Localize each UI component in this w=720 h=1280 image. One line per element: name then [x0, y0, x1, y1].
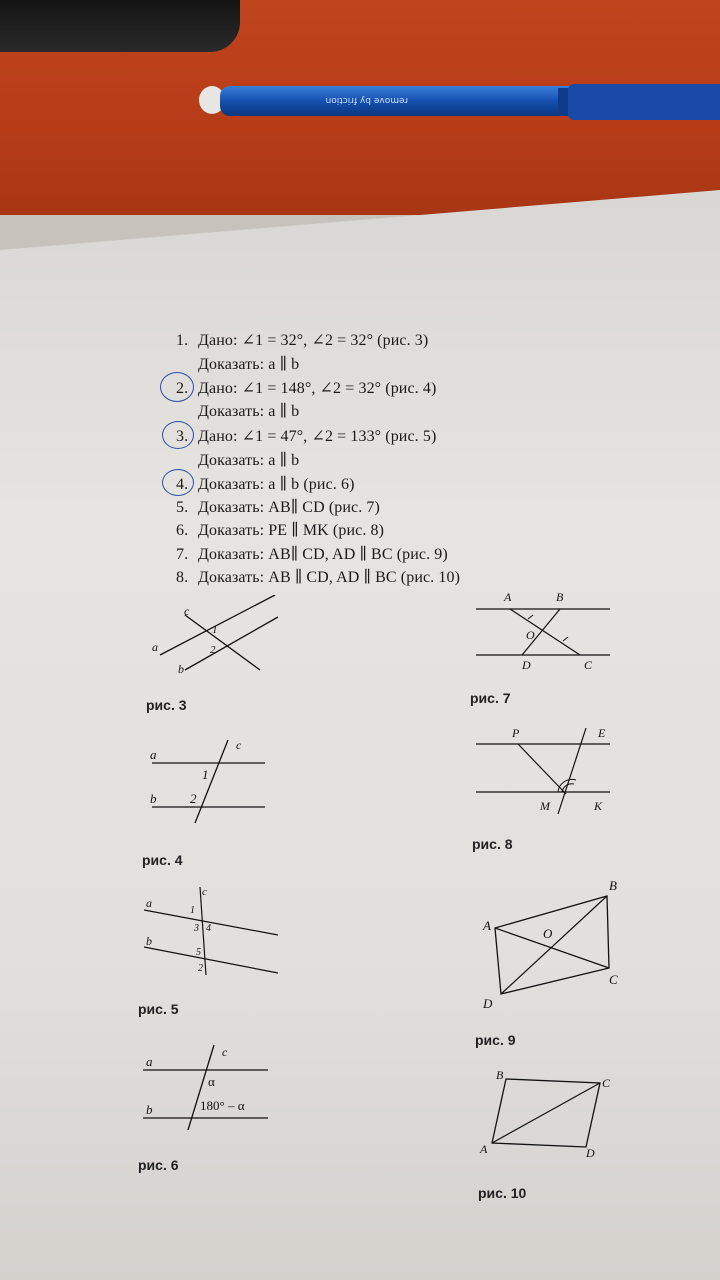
- problem-1-prove: Доказать: a ∥ b: [198, 356, 300, 373]
- svg-text:1: 1: [202, 767, 209, 782]
- pen-circle-3: [162, 421, 194, 449]
- pen-circle-4: [162, 469, 194, 496]
- svg-text:P: P: [512, 726, 520, 740]
- problem-5: 5. Доказать: AB∥ CD (рис. 7): [176, 499, 380, 516]
- svg-text:a: a: [146, 1054, 153, 1069]
- svg-text:M: M: [540, 799, 550, 813]
- pen-circle-2: [160, 372, 194, 402]
- laptop-corner: [0, 0, 240, 52]
- figure-10: [478, 1065, 618, 1165]
- svg-text:K: K: [594, 799, 603, 813]
- svg-text:a: a: [146, 896, 152, 910]
- problem-4: 4. Доказать: a ∥ b (рис. 6): [176, 476, 355, 493]
- svg-text:C: C: [602, 1076, 611, 1090]
- svg-text:c: c: [222, 1045, 228, 1059]
- problem-3-prove: Доказать: a ∥ b: [198, 452, 300, 469]
- svg-text:O: O: [526, 628, 535, 642]
- figure-4: [140, 735, 280, 830]
- caption-fig4: рис. 4: [142, 852, 183, 868]
- svg-text:2: 2: [190, 791, 197, 806]
- svg-text:180° – α: 180° – α: [200, 1098, 245, 1113]
- svg-text:b: b: [178, 662, 184, 676]
- caption-fig10: рис. 10: [478, 1185, 527, 1201]
- caption-fig5: рис. 5: [138, 1001, 179, 1017]
- svg-text:1: 1: [212, 624, 218, 636]
- problem-6: 6. Доказать: PE ∥ MK (рис. 8): [176, 522, 385, 539]
- caption-fig6: рис. 6: [138, 1157, 179, 1173]
- svg-text:4: 4: [206, 923, 211, 934]
- pen: [198, 80, 720, 130]
- problem-2: 2. Дано: ∠1 = 148°, ∠2 = 32° (рис. 4): [176, 380, 437, 397]
- svg-text:b: b: [146, 934, 152, 948]
- svg-text:2: 2: [198, 963, 203, 974]
- problem-7: 7. Доказать: AB∥ CD, AD ∥ BC (рис. 9): [176, 546, 448, 563]
- svg-text:2: 2: [210, 644, 216, 656]
- svg-text:O: O: [543, 926, 553, 941]
- svg-text:c: c: [184, 604, 190, 618]
- figure-6: [138, 1040, 283, 1135]
- svg-text:C: C: [584, 658, 593, 672]
- svg-text:A: A: [504, 590, 512, 604]
- svg-text:remove by friction: remove by friction: [325, 95, 408, 105]
- svg-text:3: 3: [194, 923, 199, 934]
- svg-text:B: B: [496, 1068, 504, 1082]
- svg-text:A: A: [483, 918, 491, 933]
- figure-7: [470, 585, 620, 680]
- svg-text:b: b: [150, 791, 157, 806]
- figure-8: [470, 722, 620, 822]
- svg-text:c: c: [236, 738, 242, 752]
- figure-9: [475, 872, 625, 1012]
- caption-fig9: рис. 9: [475, 1032, 516, 1048]
- svg-text:C: C: [609, 972, 618, 987]
- svg-text:1: 1: [190, 905, 195, 916]
- svg-text:D: D: [586, 1146, 595, 1160]
- svg-text:A: A: [480, 1142, 488, 1156]
- caption-fig3: рис. 3: [146, 697, 187, 713]
- svg-text:a: a: [150, 747, 157, 762]
- svg-text:D: D: [483, 996, 493, 1011]
- figure-3: [140, 595, 290, 685]
- caption-fig8: рис. 8: [472, 836, 513, 852]
- figure-5: [140, 885, 285, 980]
- svg-text:B: B: [556, 590, 564, 604]
- svg-text:D: D: [522, 658, 531, 672]
- svg-text:E: E: [598, 726, 606, 740]
- problem-3: 3. Дано: ∠1 = 47°, ∠2 = 133° (рис. 5): [176, 428, 437, 445]
- caption-fig7: рис. 7: [470, 690, 511, 706]
- svg-text:a: a: [152, 640, 158, 654]
- svg-text:5: 5: [196, 947, 201, 958]
- problem-1: 1. Дано: ∠1 = 32°, ∠2 = 32° (рис. 3): [176, 332, 429, 349]
- problem-2-prove: Доказать: a ∥ b: [198, 403, 300, 420]
- svg-text:α: α: [208, 1074, 215, 1089]
- problem-8: 8. Доказать: AB ∥ CD, AD ∥ BC (рис. 10): [176, 569, 461, 586]
- svg-text:b: b: [146, 1102, 153, 1117]
- svg-text:B: B: [609, 878, 617, 893]
- svg-text:c: c: [202, 886, 207, 898]
